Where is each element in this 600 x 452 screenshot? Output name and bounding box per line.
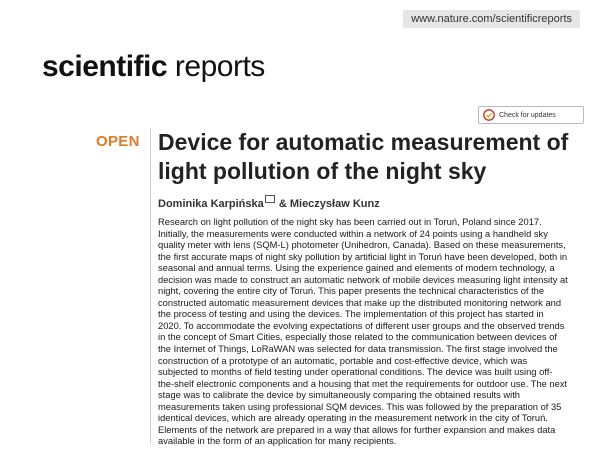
open-access-label: OPEN — [96, 133, 140, 150]
author-link[interactable]: Mieczysław Kunz — [289, 198, 380, 210]
logo-word-scientific: scientific — [42, 50, 168, 83]
journal-logo[interactable] — [42, 50, 265, 84]
article-title: Device for automatic measurement of light pollution of the night sky — [158, 129, 569, 184]
logo-word-reports: reports — [174, 50, 265, 83]
author-separator: & — [278, 198, 287, 210]
abstract-text: Research on light pollution of the night sky has been carried out in Toruń, Poland since 2017. Initially, the measurements were conducted within a network of 24 points using a handheld sky quality meter with lens (SQM-L) photometer (Unihedron, Canada). Based on these measurements, the first accurate maps of night sky pollution by artificial light in Toruń have been developed, both in seasonal and annual terms. Using the experience gained and elements of modern technology, a decision was made to construct an automatic network of mobile devices measuring light intensity at night, covering the entire city of Toruń. This paper presents the technical characteristics of the constructed automatic measurement devices that make up the distributed monitoring network and the process of testing and using the devices. The implementation of this project has started in 2020. To accommodate the evolving expectations of different user groups and the observed trends in the concept of Smart Cities, especially those related to the communication between devices of the Internet of Things, LoRaWAN was selected for data transmission. The first stage involved the construction of a prototype of an automatic, portable and cost-effective device, which was subjected to months of field testing under operational conditions. The device was built using off-the-shelf electronic components and a housing that met the requirements for outdoor use. The next stage was to calibrate the device by simultaneously comparing the obtained results with measurements taken using professional SQM devices. This was followed by the preparation of 35 identical devices, which are already operating in the measurement network in the city of Toruń. Elements of the network are prepared in a way that allows for further expansion and makes data available in the form of an application for many recipients. — [158, 217, 568, 447]
author-link[interactable]: Dominika Karpińska — [158, 198, 264, 210]
email-icon[interactable] — [265, 195, 275, 203]
journal-url[interactable]: www.nature.com/scientificreports — [403, 10, 580, 28]
check-updates-icon — [483, 109, 495, 121]
check-for-updates-button[interactable] — [478, 106, 584, 124]
author-list — [158, 195, 380, 210]
vertical-divider — [150, 128, 151, 444]
check-updates-label: Check for updates — [499, 111, 556, 119]
